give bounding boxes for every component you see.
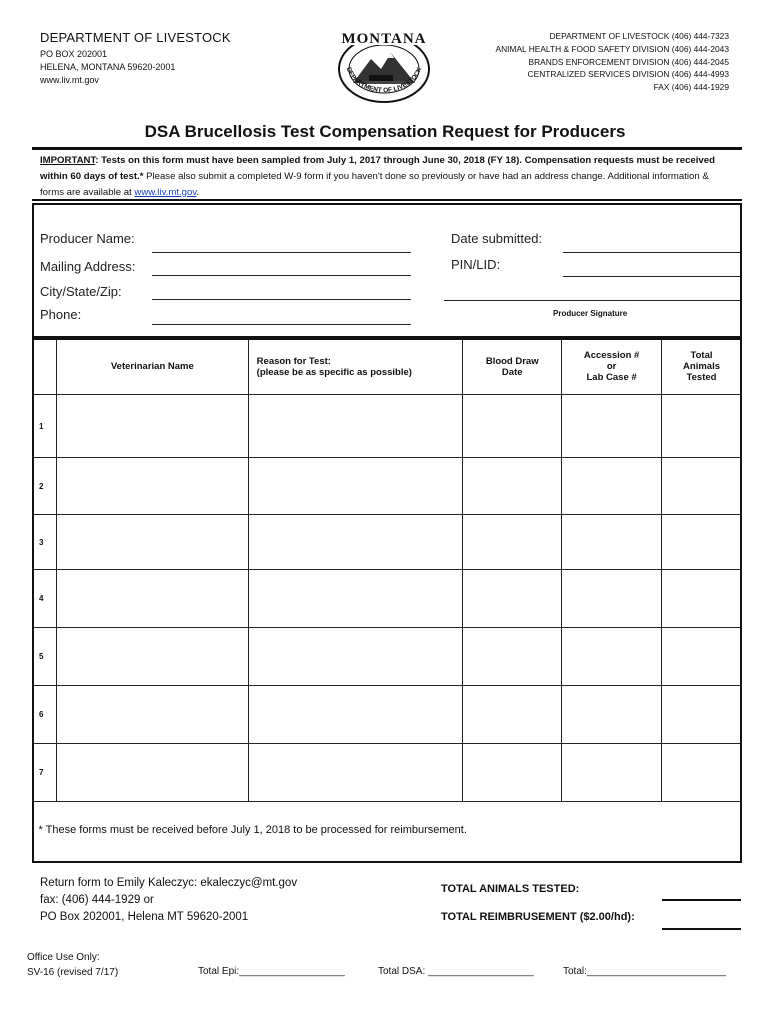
total-line1: Total <box>690 350 713 361</box>
blood-draw-cell[interactable] <box>463 686 562 744</box>
mailing-address-field[interactable] <box>152 275 411 276</box>
total-animals-cell[interactable] <box>662 458 742 515</box>
total-animals-cell[interactable] <box>662 744 742 802</box>
table-row <box>33 744 742 802</box>
vet-name-cell[interactable] <box>56 570 248 628</box>
department-address-block <box>40 30 231 87</box>
contact-line: ANIMAL HEALTH & FOOD SAFETY DIVISION (406) 444-2043 <box>495 43 729 54</box>
table-row <box>33 628 742 686</box>
reimbursement-deadline-note: * These forms must be received before July 1, 2018 to be processed for reimbursement. <box>33 802 742 896</box>
table-header-row <box>33 339 742 395</box>
blood-draw-date-header <box>463 339 562 395</box>
blood-draw-line1: Blood Draw <box>485 355 539 367</box>
accession-line3: Lab Case # <box>586 372 637 383</box>
total-reimbursement-field[interactable] <box>662 928 741 930</box>
total-animals-cell[interactable] <box>662 570 742 628</box>
producer-signature-caption: Producer Signature <box>553 309 628 318</box>
blood-draw-cell[interactable] <box>463 628 562 686</box>
blood-draw-line2: Date <box>501 366 523 378</box>
important-notice-text <box>32 150 742 204</box>
blood-draw-cell[interactable] <box>463 570 562 628</box>
table-row <box>33 570 742 628</box>
important-plain-text: Please also submit a completed W-9 form if you haven't done so previously or have had an address change. Additional information & forms are available at <box>40 171 709 198</box>
total-line3: Tested <box>686 372 717 383</box>
total-animals-tested-label: TOTAL ANIMALS TESTED: <box>441 883 580 895</box>
logo-ring-text: DEPARTMENT OF LIVESTOCK <box>344 66 424 95</box>
pin-lid-label: PIN/LID: <box>451 257 501 272</box>
vet-name-cell[interactable] <box>56 395 248 458</box>
accession-cell[interactable] <box>562 458 662 515</box>
city-state-zip-label: City/State/Zip: <box>40 284 122 299</box>
vet-name-cell[interactable] <box>56 515 248 570</box>
producer-info-box <box>32 203 742 338</box>
table-row <box>33 458 742 515</box>
office-use-block <box>27 950 118 980</box>
vet-name-cell[interactable] <box>56 628 248 686</box>
reason-header-line1: Reason for Test: <box>256 355 331 367</box>
blood-draw-cell[interactable] <box>463 515 562 570</box>
veterinarian-table <box>32 338 742 895</box>
blood-draw-cell[interactable] <box>463 458 562 515</box>
reason-cell[interactable] <box>248 458 463 515</box>
producer-signature-field[interactable] <box>444 300 740 301</box>
accession-line2: or <box>606 361 617 372</box>
contact-line: DEPARTMENT OF LIVESTOCK (406) 444-7323 <box>549 31 729 41</box>
reason-cell[interactable] <box>248 628 463 686</box>
return-line: PO Box 202001, Helena MT 59620-2001 <box>40 911 249 923</box>
accession-cell[interactable] <box>562 744 662 802</box>
return-line: fax: (406) 444-1929 or <box>40 894 154 906</box>
producer-name-field[interactable] <box>152 252 411 253</box>
contact-line: FAX (406) 444-1929 <box>653 82 729 93</box>
important-bold-text: : Tests on this form must have been sampled from July 1, 2017 through June 30, 2018 (FY 18). Compensation requests must be received within 60 days of test.* <box>40 155 715 182</box>
row-number: 5 <box>33 628 57 686</box>
row-number: 2 <box>33 458 57 515</box>
important-label: IMPORTANT <box>40 155 96 166</box>
contact-line: BRANDS ENFORCEMENT DIVISION (406) 444-2045 <box>528 56 729 67</box>
table-row <box>33 395 742 458</box>
total-animals-cell[interactable] <box>662 515 742 570</box>
accession-cell[interactable] <box>562 395 662 458</box>
vet-name-cell[interactable] <box>56 458 248 515</box>
website-text: www.liv.mt.gov <box>40 75 99 85</box>
total-animals-cell[interactable] <box>662 628 742 686</box>
total-dsa-field[interactable]: Total DSA: ___________________ <box>378 966 534 977</box>
phone-field[interactable] <box>152 324 411 325</box>
mailing-address-label: Mailing Address: <box>40 259 136 274</box>
accession-header <box>562 339 662 395</box>
row-number-header <box>33 339 57 395</box>
accession-cell[interactable] <box>562 515 662 570</box>
reason-cell[interactable] <box>248 686 463 744</box>
return-instructions <box>40 875 297 926</box>
table-row <box>33 515 742 570</box>
accession-cell[interactable] <box>562 628 662 686</box>
important-end: . <box>196 187 200 198</box>
row-number: 1 <box>33 395 57 458</box>
phone-label: Phone: <box>40 307 82 322</box>
total-animals-cell[interactable] <box>662 395 742 458</box>
pin-lid-field[interactable] <box>563 276 740 277</box>
row-number: 4 <box>33 570 57 628</box>
blood-draw-cell[interactable] <box>463 744 562 802</box>
date-submitted-label: Date submitted: <box>451 231 543 246</box>
address-line: HELENA, MONTANA 59620-2001 <box>40 62 176 72</box>
reason-cell[interactable] <box>248 744 463 802</box>
vet-name-header: Veterinarian Name <box>56 339 248 395</box>
total-animals-header <box>662 339 742 395</box>
montana-livestock-seal-logo <box>333 25 433 105</box>
reason-cell[interactable] <box>248 570 463 628</box>
city-state-zip-field[interactable] <box>152 299 411 300</box>
total-animals-tested-field[interactable] <box>662 899 741 901</box>
office-use-label: Office Use Only: <box>27 952 100 963</box>
blood-draw-cell[interactable] <box>463 395 562 458</box>
producer-name-label: Producer Name: <box>40 231 135 246</box>
department-name: DEPARTMENT OF LIVESTOCK <box>40 30 231 45</box>
row-number: 3 <box>33 515 57 570</box>
return-line: Return form to Emily Kaleczyc: ekaleczyc@mt.gov <box>40 877 298 889</box>
total-line2: Animals <box>683 361 720 372</box>
reason-cell[interactable] <box>248 395 463 458</box>
row-number: 6 <box>33 686 57 744</box>
vet-name-cell[interactable] <box>56 744 248 802</box>
total-epi-field[interactable]: Total Epi:___________________ <box>198 966 345 977</box>
date-submitted-field[interactable] <box>563 252 740 253</box>
website-link[interactable]: www.liv.mt.gov <box>134 187 197 198</box>
reason-header <box>248 339 463 395</box>
total-animals-cell[interactable] <box>662 686 742 744</box>
accession-line1: Accession # <box>583 350 640 361</box>
logo-top-text: MONTANA <box>341 31 427 47</box>
important-notice-box <box>32 147 742 201</box>
form-title: DSA Brucellosis Test Compensation Request for Producers <box>144 122 626 141</box>
reason-header-line2: (please be as specific as possible) <box>256 366 412 378</box>
form-id: SV-16 (revised 7/17) <box>27 967 119 978</box>
reason-cell[interactable] <box>248 515 463 570</box>
table-row <box>33 686 742 744</box>
accession-cell[interactable] <box>562 686 662 744</box>
contact-numbers-block <box>496 30 730 94</box>
accession-cell[interactable] <box>562 570 662 628</box>
address-line: PO BOX 202001 <box>40 49 108 59</box>
total-reimbursement-label: TOTAL REIMBRUSEMENT ($2.00/hd): <box>441 911 635 923</box>
total-field[interactable]: Total:_________________________ <box>563 966 726 977</box>
vet-name-cell[interactable] <box>56 686 248 744</box>
row-number: 7 <box>33 744 57 802</box>
contact-line: CENTRALIZED SERVICES DIVISION (406) 444-4993 <box>527 69 729 80</box>
